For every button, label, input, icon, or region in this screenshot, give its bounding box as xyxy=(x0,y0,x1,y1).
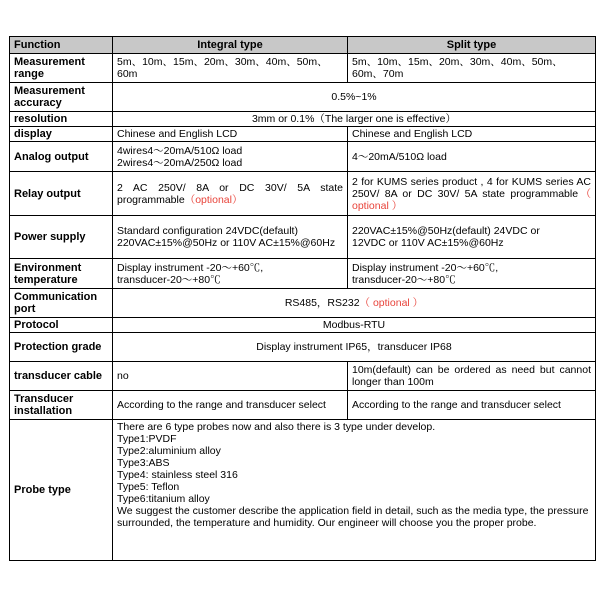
integral-cell xyxy=(113,216,348,259)
cell-line: 12VDC or 110V AC±15%@60Hz xyxy=(352,237,504,249)
row-resolution xyxy=(10,112,596,127)
table-header-row xyxy=(10,37,596,54)
row-measurement-accuracy xyxy=(10,83,596,112)
header-integral: Integral type xyxy=(113,37,348,54)
row-label: Transducer installation xyxy=(10,391,113,420)
cell-line: transducer-20～+80℃ xyxy=(352,273,456,286)
merged-cell: 0.5%~1% xyxy=(113,83,596,112)
cell-line: transducer-20～+80℃ xyxy=(117,273,221,286)
row-transducer-cable xyxy=(10,362,596,391)
row-label: Protection grade xyxy=(10,333,113,362)
probe-line: Type1:PVDF xyxy=(117,433,177,445)
cell-text: 2 for KUMS series product , 4 for KUMS series AC 250V/ 8A or DC 30V/ 5A state programmable xyxy=(352,175,591,200)
optional-note: （ optional ） xyxy=(352,187,592,212)
integral-cell: Chinese and English LCD xyxy=(113,127,348,142)
spec-table xyxy=(9,36,596,561)
row-label: Communication port xyxy=(10,289,113,318)
split-cell xyxy=(348,216,596,259)
probe-note: We suggest the customer describe the application field in detail, such as the media type, the pressure surrounded, the temperature and humidity. Our engineer will choose you the proper probe. xyxy=(117,505,589,529)
row-measurement-range xyxy=(10,54,596,83)
optional-note: （optional） xyxy=(184,193,243,206)
merged-cell: Display instrument IP65，transducer IP68 xyxy=(113,333,596,362)
split-cell: 10m(default) can be ordered as need but cannot longer than 100m xyxy=(348,362,596,391)
optional-note: （ optional ） xyxy=(359,297,424,309)
cell-text: RS485，RS232 xyxy=(284,297,360,309)
row-label: Measurement range xyxy=(10,54,113,83)
cell-line: 220VAC±15%@50Hz(default) 24VDC or xyxy=(352,225,540,237)
row-protocol xyxy=(10,318,596,333)
row-label: Protocol xyxy=(10,318,113,333)
probe-line: There are 6 type probes now and also there is 3 type under develop. xyxy=(117,421,436,433)
cell-line: Display instrument -20～+60℃, xyxy=(352,261,499,274)
row-analog-output xyxy=(10,142,596,172)
row-label: Probe type xyxy=(10,420,113,561)
merged-cell: Modbus-RTU xyxy=(113,318,596,333)
row-label: Environment temperature xyxy=(10,259,113,289)
split-cell: Chinese and English LCD xyxy=(348,127,596,142)
probe-type-cell xyxy=(113,420,596,561)
row-transducer-installation xyxy=(10,391,596,420)
row-label: Power supply xyxy=(10,216,113,259)
integral-cell xyxy=(113,259,348,289)
split-cell: According to the range and transducer select xyxy=(348,391,596,420)
probe-line: Type5: Teflon xyxy=(117,481,180,493)
split-cell: 4～20mA/510Ω load xyxy=(348,142,596,172)
probe-line: Type2:aluminium alloy xyxy=(117,445,221,457)
split-cell xyxy=(348,172,596,216)
cell-line: 4wires4～20mA/510Ω load xyxy=(117,144,243,157)
cell-line: Display instrument -20～+60℃, xyxy=(117,261,264,274)
row-label: Measurement accuracy xyxy=(10,83,113,112)
probe-line: Type6:titanium alloy xyxy=(117,493,210,505)
row-display xyxy=(10,127,596,142)
integral-cell: 5m、10m、15m、20m、30m、40m、50m、60m xyxy=(113,54,348,83)
row-probe-type xyxy=(10,420,596,561)
row-label: resolution xyxy=(10,112,113,127)
row-protection-grade xyxy=(10,333,596,362)
cell-line: 2wires4～20mA/250Ω load xyxy=(117,156,243,169)
row-environment-temperature xyxy=(10,259,596,289)
cell-text: 2 AC 250V/ 8A or DC 30V/ 5A state programmable xyxy=(117,181,343,206)
split-cell xyxy=(348,259,596,289)
merged-cell: 3mm or 0.1%（The larger one is effective） xyxy=(113,112,596,127)
probe-line: Type4: stainless steel 316 xyxy=(117,469,238,481)
row-label: Analog output xyxy=(10,142,113,172)
row-label: display xyxy=(10,127,113,142)
row-communication-port xyxy=(10,289,596,318)
integral-cell xyxy=(113,172,348,216)
row-label: Relay output xyxy=(10,172,113,216)
row-label: transducer cable xyxy=(10,362,113,391)
integral-cell: According to the range and transducer select xyxy=(113,391,348,420)
integral-cell: no xyxy=(113,362,348,391)
split-cell: 5m、10m、15m、20m、30m、40m、50m、60m、70m xyxy=(348,54,596,83)
row-relay-output xyxy=(10,172,596,216)
row-power-supply xyxy=(10,216,596,259)
merged-cell xyxy=(113,289,596,318)
probe-line: Type3:ABS xyxy=(117,457,170,469)
header-split: Split type xyxy=(348,37,596,54)
cell-line: 220VAC±15%@50Hz or 110V AC±15%@60Hz xyxy=(117,237,336,249)
integral-cell xyxy=(113,142,348,172)
cell-line: Standard configuration 24VDC(default) xyxy=(117,225,298,237)
header-function: Function xyxy=(10,37,113,54)
